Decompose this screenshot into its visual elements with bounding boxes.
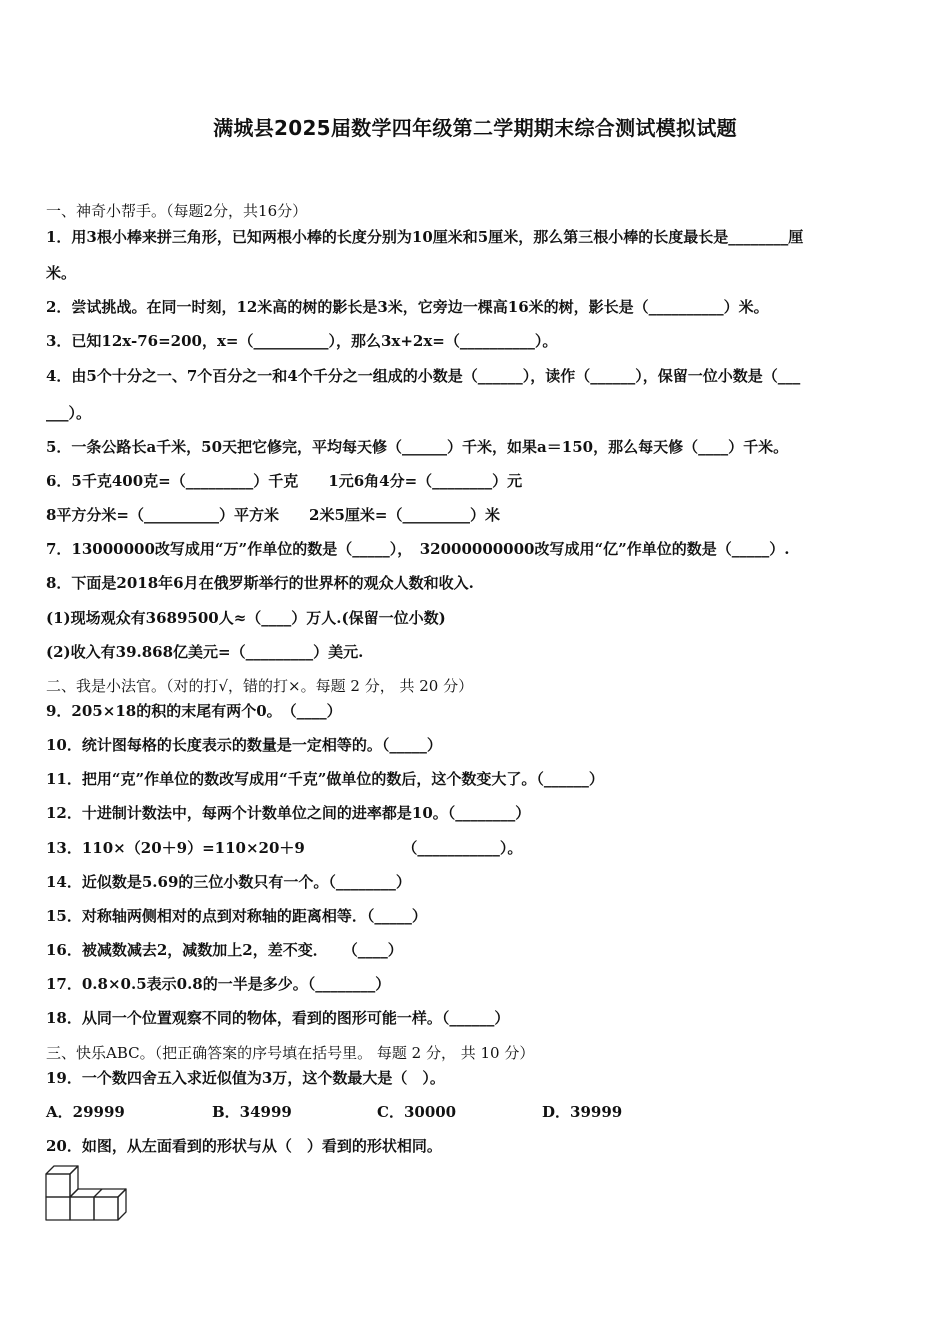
q19-option-d: D．39999 (542, 1103, 623, 1121)
question-17: 17．0.8×0.5表示0.8的一半是多少。（________） (46, 975, 391, 993)
question-6-line-1: 6．5千克400克=（_________）千克 1元6角4分=（________）元 (46, 472, 523, 490)
cube-bottom-side (118, 1189, 126, 1220)
page-title: 满城县2025届数学四年级第二学期期末综合测试模拟试题 (213, 116, 737, 140)
question-4-continued: ___）。 (46, 404, 92, 422)
question-20: 20．如图，从左面看到的形状与从（ ）看到的形状相同。 (46, 1137, 442, 1155)
question-18: 18．从同一个位置观察不同的物体，看到的图形可能一样。（______） (46, 1009, 510, 1027)
q19-option-c: C．30000 (377, 1103, 457, 1121)
question-8-part-1: (1)现场观众有3689500人≈（____）万人.(保留一位小数) (46, 609, 446, 627)
question-15: 15．对称轴两侧相对的点到对称轴的距离相等．（_____） (46, 907, 427, 925)
section-3-heading: 三、快乐ABC。（把正确答案的序号填在括号里。 每题 2 分， 共 10 分） (46, 1044, 535, 1062)
cube-bottom-3 (94, 1197, 118, 1220)
question-2: 2．尝试挑战。在同一时刻，12米高的树的影长是3米，它旁边一棵高16米的树，影长是（__________）米。 (46, 298, 769, 316)
question-3: 3．已知12x-76=200，x=（__________），那么3x+2x=（__________）。 (46, 332, 558, 350)
question-8: 8．下面是2018年6月在俄罗斯举行的世界杯的观众人数和收入. (46, 574, 474, 592)
question-16: 16．被减数减去2，减数加上2，差不变． （____） (46, 941, 403, 959)
cube-bottom-1 (46, 1197, 70, 1220)
question-9: 9．205×18的积的末尾有两个0。 （____） (46, 702, 342, 720)
question-4: 4．由5个十分之一、7个百分之一和4个千分之一组成的小数是（______），读作（______），保留一位小数是（___ (46, 367, 801, 385)
question-14: 14．近似数是5.69的三位小数只有一个。（________） (46, 873, 411, 891)
question-1: 1．用3根小棒来拼三角形，已知两根小棒的长度分别为10厘米和5厘米，那么第三根小棒的长度最长是________厘 (46, 228, 804, 246)
question-5: 5．一条公路长a千米，50天把它修完，平均每天修（______）千米，如果a＝150，那么每天修（____）千米。 (46, 438, 789, 456)
cube-figure (44, 1163, 136, 1223)
question-13: 13．110×（20＋9）=110×20＋9 （___________）。 (46, 839, 523, 857)
question-7: 7．13000000改写成用“万”作单位的数是（_____）， 32000000000改写成用“亿”作单位的数是（_____）. (46, 540, 790, 558)
cube-bottom-2 (70, 1197, 94, 1220)
question-11: 11．把用“克”作单位的数改写成用“千克”做单位的数后，这个数变大了。（______） (46, 770, 604, 788)
section-2-heading: 二、我是小法官。（对的打√，错的打×。每题 2 分， 共 20 分） (46, 677, 474, 695)
question-6-line-2: 8平方分米=（__________）平方米 2米5厘米=（_________）米 (46, 506, 500, 524)
question-10: 10．统计图每格的长度表示的数量是一定相等的。（_____） (46, 736, 442, 754)
question-12: 12．十进制计数法中，每两个计数单位之间的进率都是10。（________） (46, 804, 531, 822)
q19-option-b: B．34999 (212, 1103, 292, 1121)
question-8-part-2: (2)收入有39.868亿美元=（_________）美元. (46, 643, 364, 661)
cube-top-front (46, 1174, 70, 1197)
question-19: 19．一个数四舍五入求近似值为3万，这个数最大是（ ）。 (46, 1069, 445, 1087)
q19-option-a: A．29999 (46, 1103, 125, 1121)
question-1-continued: 米。 (46, 264, 77, 282)
section-1-heading: 一、神奇小帮手。（每题2分，共16分） (46, 202, 308, 220)
